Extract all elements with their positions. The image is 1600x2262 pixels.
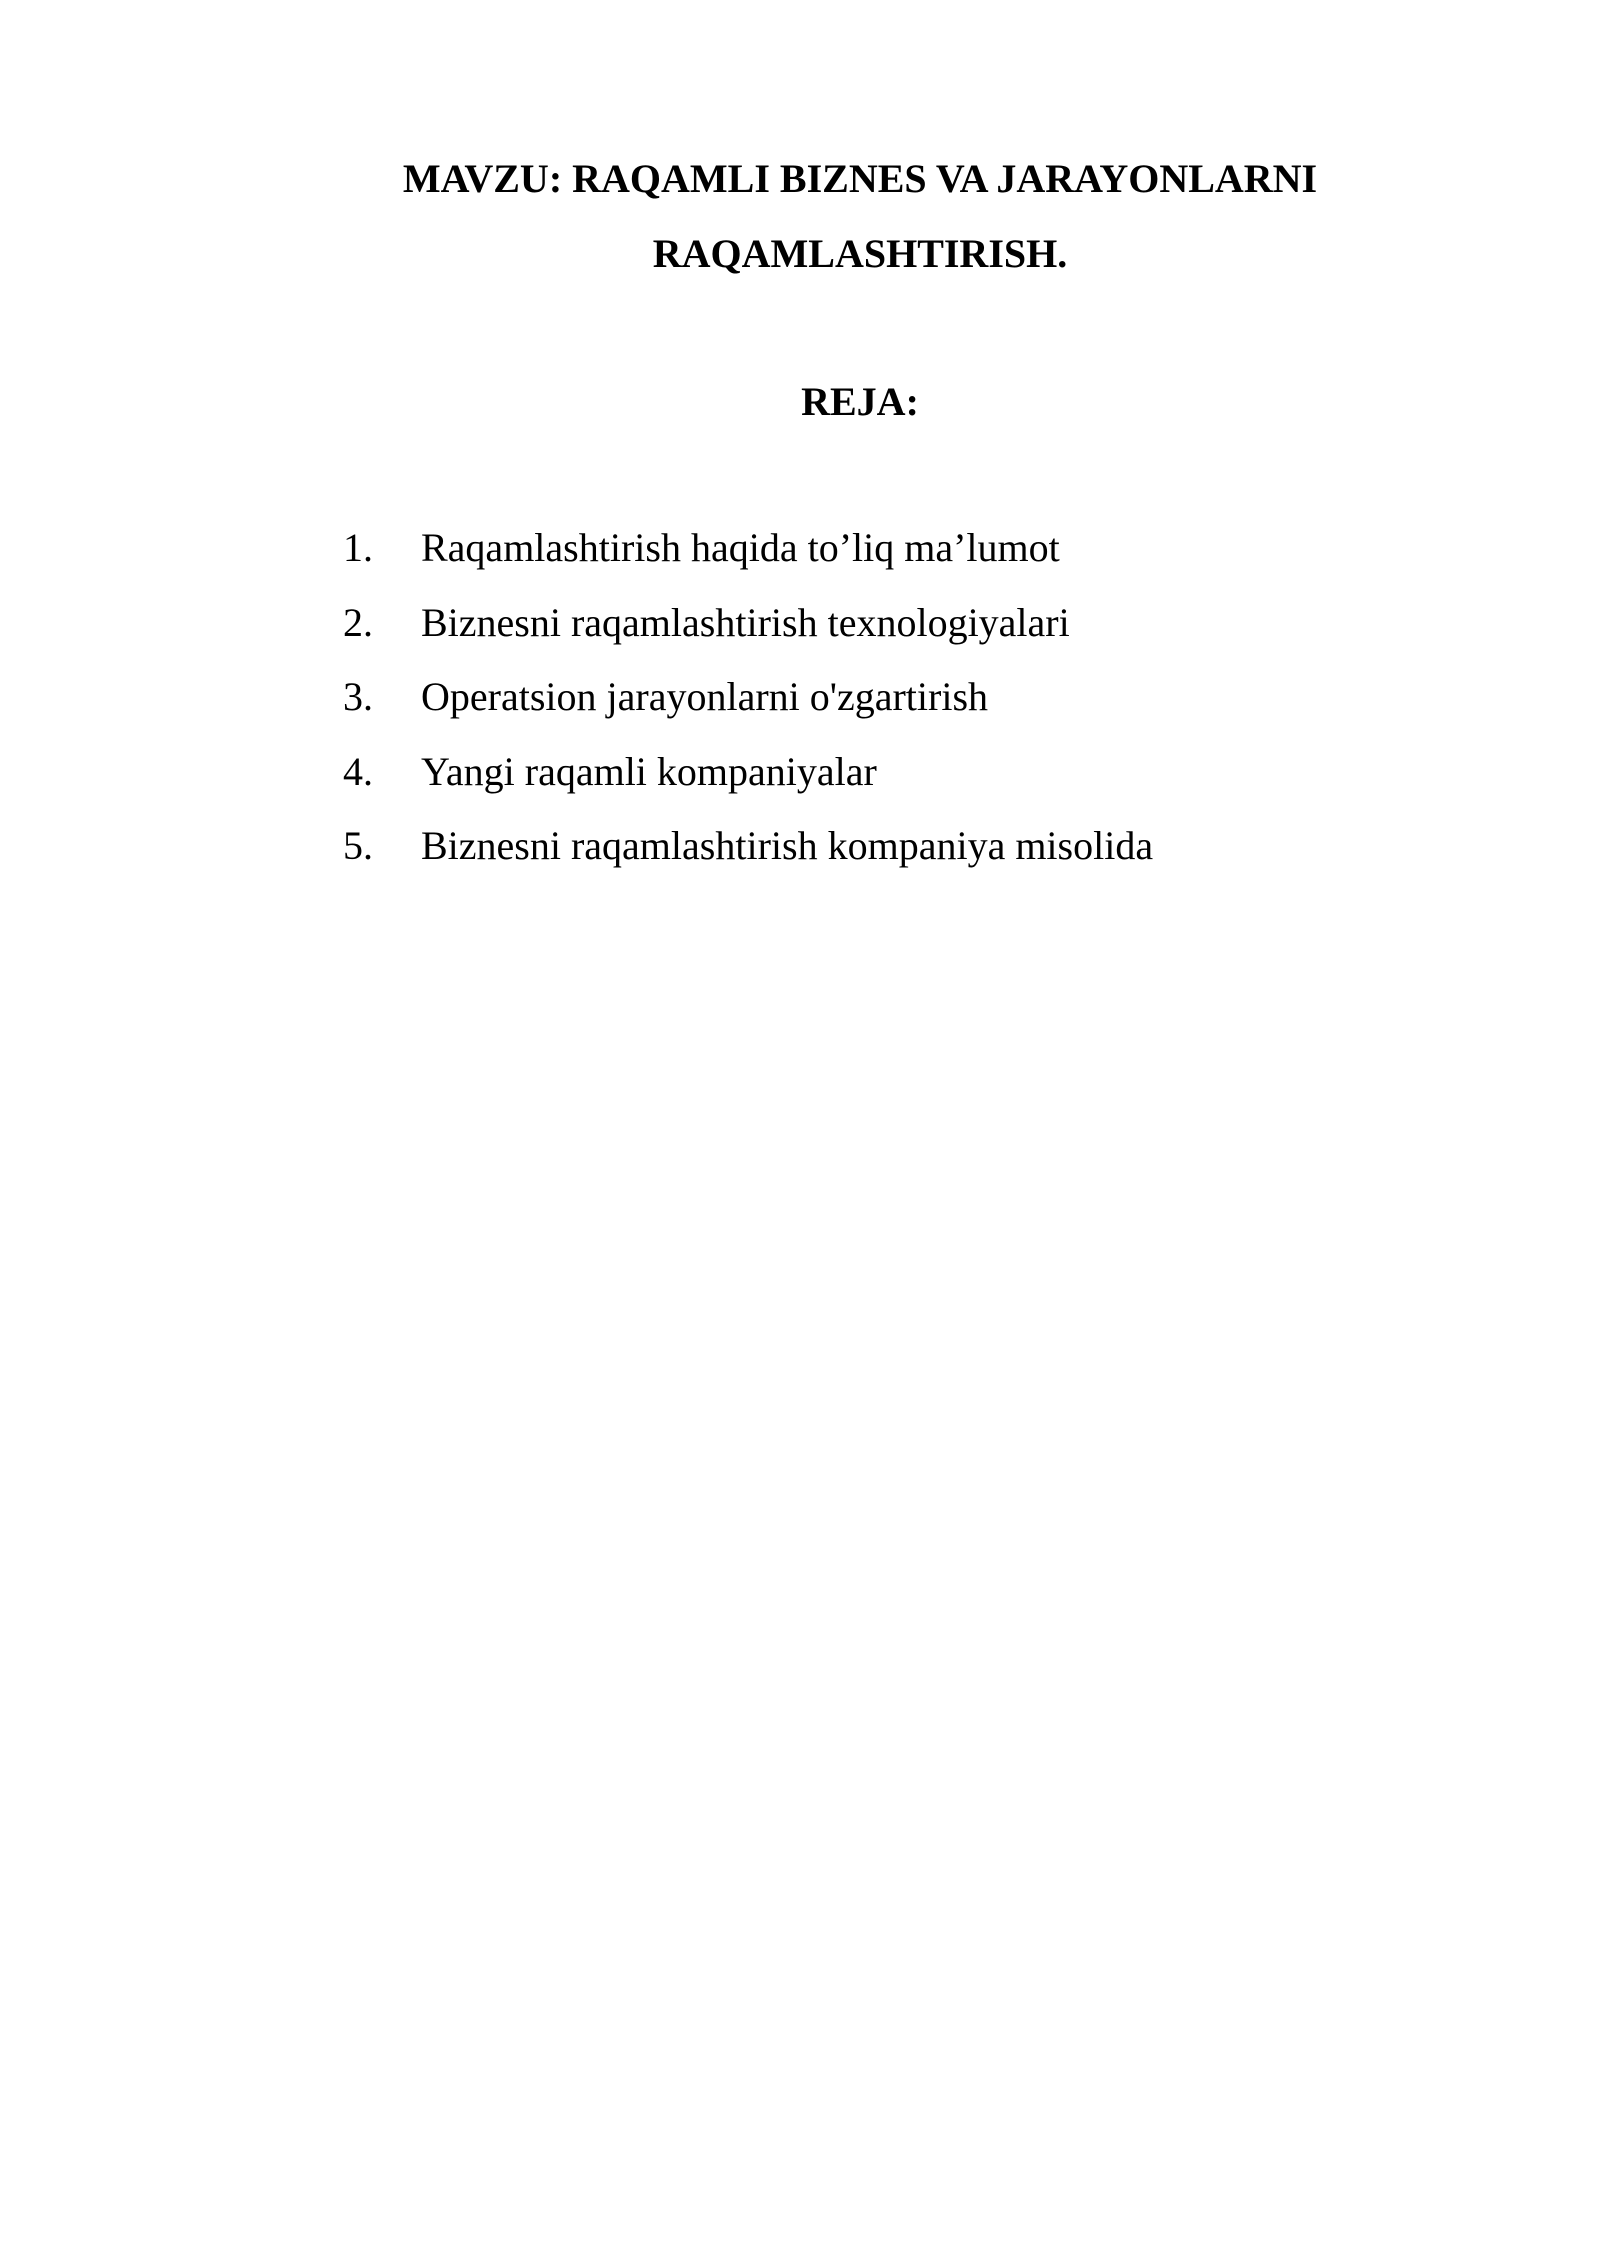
plan-item-4: [343, 748, 1493, 823]
plan-item-number: 1.: [343, 525, 373, 570]
plan-item-number: 5.: [343, 823, 373, 868]
plan-item-text: Biznesni raqamlashtirish kompaniya misolida: [421, 823, 1154, 868]
plan-item-number: 4.: [343, 748, 373, 794]
plan-item-number: 2.: [343, 599, 373, 645]
plan-list: [343, 524, 1493, 897]
document-title-line-2: RAQAMLASHTIRISH.: [652, 231, 1068, 276]
plan-item-1: [343, 524, 1493, 599]
plan-item-text: Operatsion jarayonlarni o'zgartirish: [421, 674, 989, 719]
plan-heading: REJA:: [801, 379, 919, 424]
document-title-line-1: MAVZU: RAQAMLI BIZNES VA JARAYONLARNI: [402, 156, 1318, 201]
plan-item-2: [343, 599, 1493, 674]
plan-item-5: [343, 822, 1493, 897]
plan-item-text: Biznesni raqamlashtirish texnologiyalari: [421, 599, 1070, 645]
plan-item-text: Yangi raqamli kompaniyalar: [421, 748, 877, 794]
plan-item-3: [343, 673, 1493, 748]
plan-item-text: Raqamlashtirish haqida to’liq ma’lumot: [421, 525, 1060, 570]
plan-item-number: 3.: [343, 674, 373, 719]
